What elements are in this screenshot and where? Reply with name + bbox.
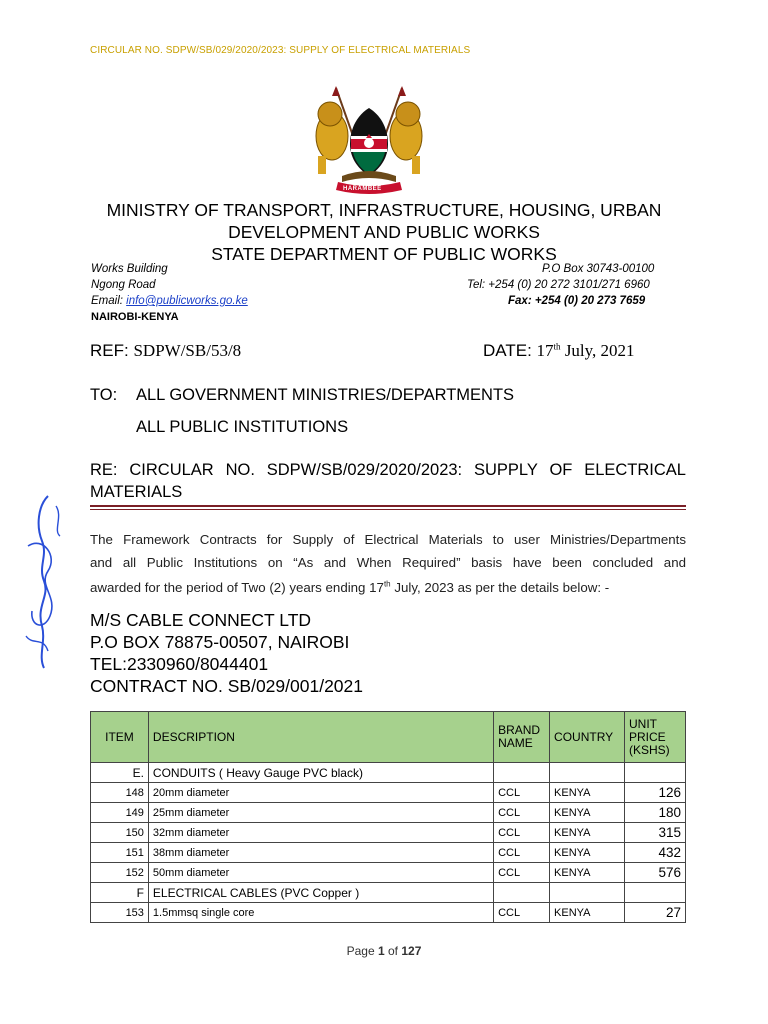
- row-price: 432: [625, 843, 686, 863]
- footer-page-label: Page: [346, 944, 378, 958]
- table-row: [91, 763, 686, 783]
- divider-rule-thin: [90, 509, 686, 510]
- address-fax: Fax: +254 (0) 20 273 7659: [508, 295, 646, 307]
- row-brand: CCL: [494, 803, 550, 823]
- row-country: KENYA: [550, 823, 625, 843]
- row-description: 38mm diameter: [148, 843, 493, 863]
- row-description: ELECTRICAL CABLES (PVC Copper ): [148, 883, 493, 903]
- row-price: 27: [625, 903, 686, 923]
- row-item: 152: [91, 863, 149, 883]
- row-price: 315: [625, 823, 686, 843]
- supplier-contract: CONTRACT NO. SB/029/001/2021: [90, 676, 363, 696]
- row-description: 20mm diameter: [148, 783, 493, 803]
- date-suffix: th: [553, 341, 561, 352]
- body-line3b: July, 2023 as per the details below: -: [390, 580, 610, 596]
- row-country: [550, 883, 625, 903]
- header-item: ITEM: [91, 712, 149, 763]
- row-country: KENYA: [550, 863, 625, 883]
- ministry-title-line3: STATE DEPARTMENT OF PUBLIC WORKS: [211, 244, 557, 264]
- address-po-box: P.O Box 30743-00100: [542, 263, 655, 275]
- to-line1: ALL GOVERNMENT MINISTRIES/DEPARTMENTS: [136, 386, 515, 404]
- to-line2: ALL PUBLIC INSTITUTIONS: [136, 418, 349, 436]
- date-day: 17: [536, 341, 554, 360]
- body-line3-sup: th: [383, 580, 391, 589]
- table-row: [91, 883, 686, 903]
- email-link[interactable]: info@publicworks.go.ke: [126, 295, 248, 307]
- to-label: TO:: [90, 386, 118, 404]
- ministry-title-line1: MINISTRY OF TRANSPORT, INFRASTRUCTURE, HOUSING, URBAN: [106, 200, 662, 220]
- row-country: KENYA: [550, 903, 625, 923]
- table-row: [91, 903, 686, 923]
- footer-page-num: 1: [377, 944, 385, 958]
- row-brand: CCL: [494, 903, 550, 923]
- row-price: 576: [625, 863, 686, 883]
- address-tel: Tel: +254 (0) 20 272 3101/271 6960: [467, 279, 650, 291]
- body-paragraph: [90, 529, 686, 600]
- row-description: 25mm diameter: [148, 803, 493, 823]
- table-row: [91, 783, 686, 803]
- items-table: [90, 711, 686, 923]
- row-description: 32mm diameter: [148, 823, 493, 843]
- row-brand: [494, 883, 550, 903]
- header-description: DESCRIPTION: [148, 712, 493, 763]
- page-footer: [0, 944, 768, 958]
- row-item: 150: [91, 823, 149, 843]
- date-rest: July, 2021: [560, 341, 635, 360]
- email-label: Email:: [91, 295, 127, 307]
- supplier-box: P.O BOX 78875-00507, NAIROBI: [90, 632, 350, 652]
- row-item: E.: [91, 763, 149, 783]
- row-brand: CCL: [494, 783, 550, 803]
- row-brand: CCL: [494, 843, 550, 863]
- coat-of-arms-icon: [308, 86, 430, 198]
- row-item: F: [91, 883, 149, 903]
- row-description: CONDUITS ( Heavy Gauge PVC black): [148, 763, 493, 783]
- circular-header: CIRCULAR NO. SDPW/SB/029/2020/2023: SUPPLY OF ELECTRICAL MATERIALS: [90, 45, 471, 56]
- address-building: Works Building: [91, 263, 168, 275]
- signature-icon: [8, 486, 78, 676]
- row-price: 126: [625, 783, 686, 803]
- date-value: [537, 341, 635, 360]
- ref-label: REF:: [90, 341, 129, 360]
- header-price: UNIT PRICE (KSHS): [625, 712, 686, 763]
- ministry-title-line2: DEVELOPMENT AND PUBLIC WORKS: [228, 222, 540, 242]
- row-brand: CCL: [494, 823, 550, 843]
- header-country: COUNTRY: [550, 712, 625, 763]
- re-line1: RE: CIRCULAR NO. SDPW/SB/029/2020/2023: SUPPLY OF ELECTRICAL: [90, 461, 686, 479]
- date-label: DATE:: [483, 341, 532, 360]
- body-line3a: awarded for the period of Two (2) years ending 17: [90, 580, 384, 596]
- supplier-tel: TEL:2330960/8044401: [90, 654, 269, 674]
- row-country: KENYA: [550, 803, 625, 823]
- table-row: [91, 843, 686, 863]
- ref-value: SDPW/SB/53/8: [133, 341, 242, 360]
- row-country: KENYA: [550, 783, 625, 803]
- body-line2: and all Public Institutions on “As and When Required” basis have been concluded and: [90, 554, 686, 570]
- footer-of: of: [384, 944, 402, 958]
- row-item: 148: [91, 783, 149, 803]
- row-price: 180: [625, 803, 686, 823]
- row-price: [625, 763, 686, 783]
- table-header-row: [91, 712, 686, 763]
- row-price: [625, 883, 686, 903]
- row-item: 149: [91, 803, 149, 823]
- table-row: [91, 803, 686, 823]
- row-description: 1.5mmsq single core: [148, 903, 493, 923]
- row-description: 50mm diameter: [148, 863, 493, 883]
- body-line1: The Framework Contracts for Supply of Electrical Materials to user Ministries/Departments: [90, 532, 686, 547]
- row-brand: CCL: [494, 863, 550, 883]
- address-email-line: [91, 294, 248, 310]
- row-item: 153: [91, 903, 149, 923]
- row-brand: [494, 763, 550, 783]
- row-country: [550, 763, 625, 783]
- footer-total: 127: [401, 944, 422, 958]
- row-country: KENYA: [550, 843, 625, 863]
- address-road: Ngong Road: [91, 279, 156, 291]
- ref-line: [90, 341, 241, 361]
- body-line3: [90, 580, 609, 595]
- supplier-name: M/S CABLE CONNECT LTD: [90, 610, 312, 630]
- re-line2: MATERIALS: [90, 483, 183, 501]
- table-row: [91, 823, 686, 843]
- emblem-motto: HARAMBEE: [343, 186, 382, 192]
- address-city: NAIROBI-KENYA: [91, 311, 179, 323]
- header-brand: BRAND NAME: [494, 712, 550, 763]
- divider-rule: [90, 505, 686, 507]
- date-line: [483, 341, 635, 361]
- table-row: [91, 863, 686, 883]
- row-item: 151: [91, 843, 149, 863]
